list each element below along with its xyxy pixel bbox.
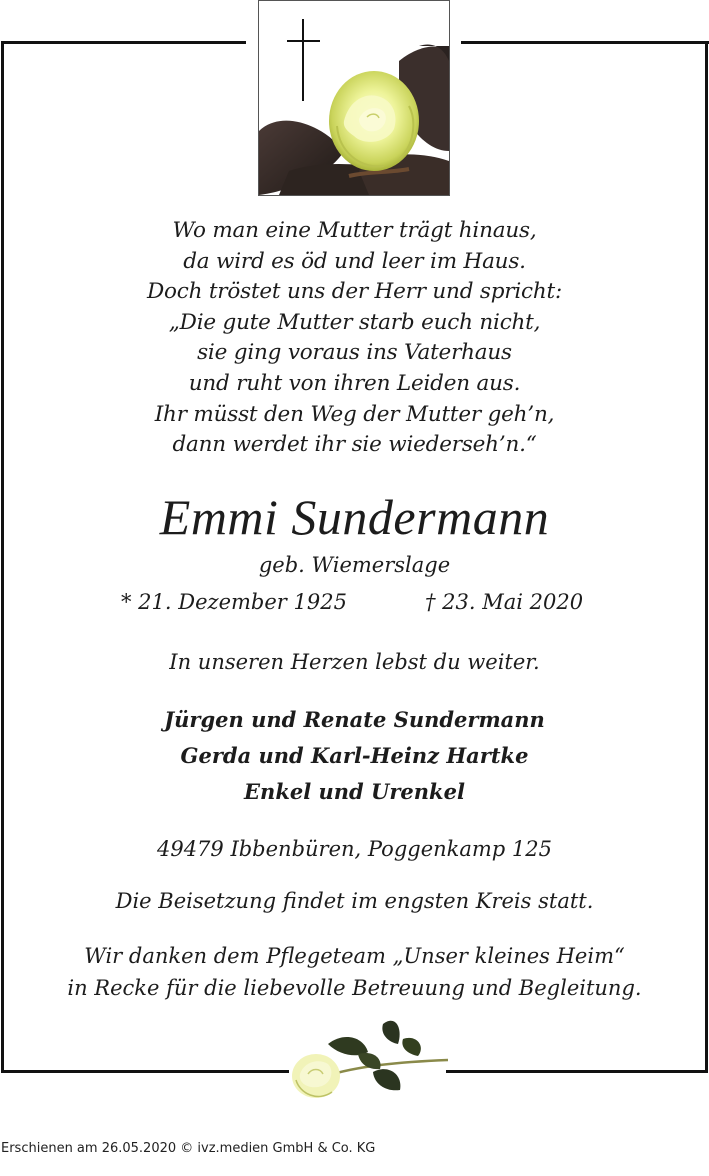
rose-icon: [288, 1014, 448, 1106]
burial-note: Die Beisetzung findet im engsten Kreis statt.: [115, 889, 594, 913]
poem-line: sie ging voraus ins Vaterhaus: [197, 340, 512, 366]
mourners-list: [0, 702, 709, 810]
frame-top-left-line: [1, 41, 246, 44]
death-date: † 23. Mai 2020: [425, 590, 584, 614]
frame-bottom-left-line: [1, 1070, 289, 1073]
bottom-rose-image: [288, 1014, 448, 1106]
poem-line: und ruht von ihren Leiden aus.: [188, 370, 521, 396]
cross-icon: [302, 19, 304, 101]
mourner-line: Jürgen und Renate Sundermann: [164, 707, 545, 732]
rose-photo: [258, 0, 450, 196]
yellow-rose-photo: [259, 1, 449, 195]
mourner-line: Enkel und Urenkel: [244, 779, 465, 804]
poem-line: „Die gute Mutter starb euch nicht,: [168, 309, 541, 335]
poem-line: Ihr müsst den Weg der Mutter geh’n,: [154, 401, 555, 427]
motto: In unseren Herzen lebst du weiter.: [169, 650, 540, 674]
deceased-name: Emmi Sundermann: [159, 489, 550, 545]
thanks-line: Wir danken dem Pflegeteam „Unser kleines Heim“: [84, 944, 625, 968]
publication-footer: Erschienen am 26.05.2020 © ivz.medien GmbH & Co. KG: [1, 1141, 376, 1156]
poem-line: Wo man eine Mutter trägt hinaus,: [172, 218, 537, 243]
poem: [0, 216, 709, 461]
address: 49479 Ibbenbüren, Poggenkamp 125: [156, 837, 553, 861]
frame-bottom-right-line: [446, 1070, 708, 1073]
thanks-line: in Recke für die liebevolle Betreuung und Begleitung.: [67, 976, 642, 1000]
maiden-name: geb. Wiemerslage: [258, 553, 451, 577]
thanks-note: [0, 940, 709, 1004]
birth-date: * 21. Dezember 1925: [121, 590, 347, 614]
poem-line: da wird es öd und leer im Haus.: [183, 248, 526, 274]
mourner-line: Gerda und Karl-Heinz Hartke: [180, 743, 529, 768]
frame-top-right-line: [461, 41, 709, 44]
poem-line: Doch tröstet uns der Herr und spricht:: [146, 279, 563, 305]
poem-line: dann werdet ihr sie wiederseh’n.“: [172, 432, 537, 458]
